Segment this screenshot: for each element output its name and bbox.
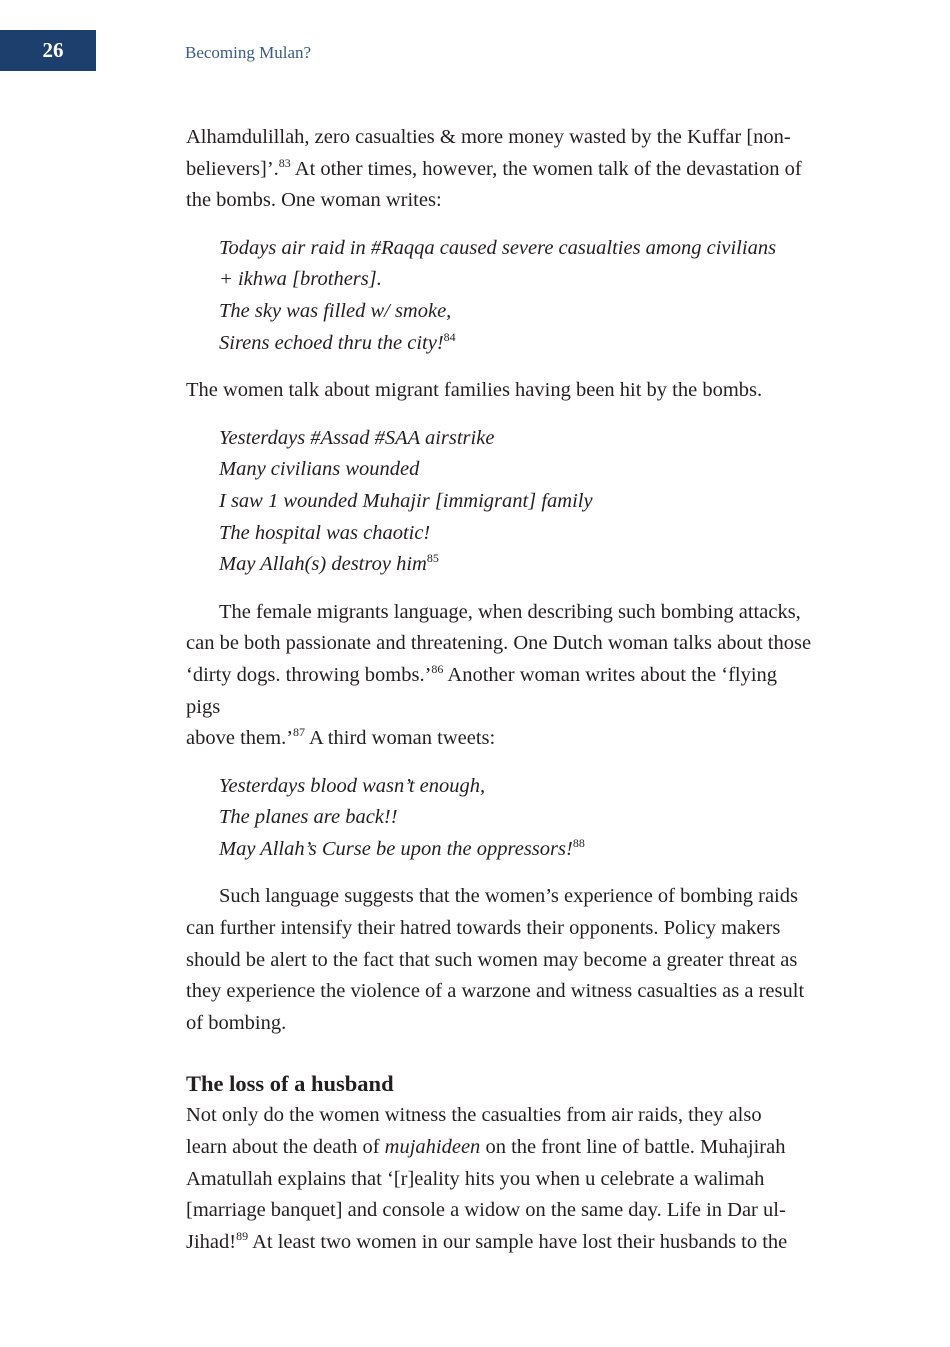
- text-line: of bombing.: [186, 1011, 287, 1034]
- text-line: can further intensify their hatred towards their opponents. Policy makers: [186, 917, 781, 940]
- footnote-ref-88[interactable]: 88: [572, 835, 585, 850]
- text-line: Another woman writes about the ‘flying pigs: [186, 663, 778, 718]
- footnote-ref-87[interactable]: 87: [293, 725, 306, 740]
- quote-line: Yesterdays #Assad #SAA airstrike: [219, 426, 495, 449]
- paragraph-4: [186, 881, 816, 1039]
- text-line: the bombs. One woman writes:: [186, 189, 442, 212]
- quote-line: Many civilians wounded: [219, 458, 420, 481]
- quote-line: The planes are back!!: [219, 806, 398, 829]
- quote-text: May Allah(s) destroy him: [219, 553, 427, 576]
- block-quote-1: [186, 233, 816, 359]
- text-line: Not only do the women witness the casualties from air raids, they also: [186, 1104, 762, 1127]
- quote-line: + ikhwa [brothers].: [219, 268, 382, 291]
- quote-line: [219, 834, 816, 866]
- quote-line: The sky was filled w/ smoke,: [219, 299, 452, 322]
- text-line: [marriage banquet] and console a widow on the same day. Life in Dar ul-: [186, 1199, 786, 1222]
- paragraph-2: The women talk about migrant families having been hit by the bombs.: [186, 379, 763, 402]
- quote-text: Sirens echoed thru the city!: [219, 331, 444, 354]
- quote-line: [219, 328, 816, 360]
- footnote-ref-83[interactable]: 83: [278, 155, 291, 170]
- text-line: At other times, however, the women talk of the devastation of: [290, 157, 802, 180]
- text-line: The female migrants language, when describing such bombing attacks,: [219, 600, 801, 623]
- text-line: they experience the violence of a warzone and witness casualties as a result: [186, 980, 805, 1003]
- page-number-tab: [0, 30, 96, 71]
- emphasis-term: mujahideen: [384, 1136, 481, 1159]
- block-quote-2: [186, 423, 816, 581]
- paragraph-3: [186, 597, 816, 755]
- text-line: can be both passionate and threatening. One Dutch woman talks about those: [186, 632, 812, 655]
- paragraph-5: [186, 1100, 816, 1258]
- page-number: 26: [42, 38, 64, 62]
- text-line: ‘dirty dogs. throwing bombs.’: [186, 663, 432, 686]
- text-line: believers]’.: [186, 157, 279, 180]
- quote-line: I saw 1 wounded Muhajir [immigrant] family: [219, 489, 593, 512]
- quote-line: Yesterdays blood wasn’t enough,: [219, 774, 486, 797]
- text-line: At least two women in our sample have lost their husbands to the: [248, 1230, 788, 1253]
- text-line: A third woman tweets:: [305, 727, 496, 750]
- body-text: [186, 122, 816, 1258]
- block-quote-3: [186, 771, 816, 866]
- footnote-ref-86[interactable]: 86: [431, 661, 444, 676]
- quote-line: Todays air raid in #Raqqa caused severe casualties among civilians: [219, 236, 777, 259]
- text-line: above them.’: [186, 727, 294, 750]
- text-line: on the front line of battle. Muhajirah: [480, 1136, 786, 1159]
- text-line: learn about the death of: [186, 1136, 385, 1159]
- footnote-ref-84[interactable]: 84: [443, 329, 456, 344]
- quote-line: The hospital was chaotic!: [219, 521, 431, 544]
- text-line: Jihad!: [186, 1230, 237, 1253]
- running-title: Becoming Mulan?: [185, 43, 312, 62]
- footnote-ref-89[interactable]: 89: [236, 1228, 249, 1243]
- section-heading: The loss of a husband: [186, 1071, 394, 1097]
- quote-text: May Allah’s Curse be upon the oppressors!: [219, 837, 573, 860]
- text-line: Alhamdulillah, zero casualties & more money wasted by the Kuffar [non-: [186, 126, 791, 148]
- quote-line: [219, 549, 816, 581]
- text-line: should be alert to the fact that such women may become a greater threat as: [186, 948, 798, 971]
- text-line: Amatullah explains that ‘[r]eality hits you when u celebrate a walimah: [186, 1167, 765, 1190]
- footnote-ref-85[interactable]: 85: [426, 551, 439, 566]
- paragraph-1: [186, 122, 816, 217]
- text-line: Such language suggests that the women’s experience of bombing raids: [219, 885, 798, 908]
